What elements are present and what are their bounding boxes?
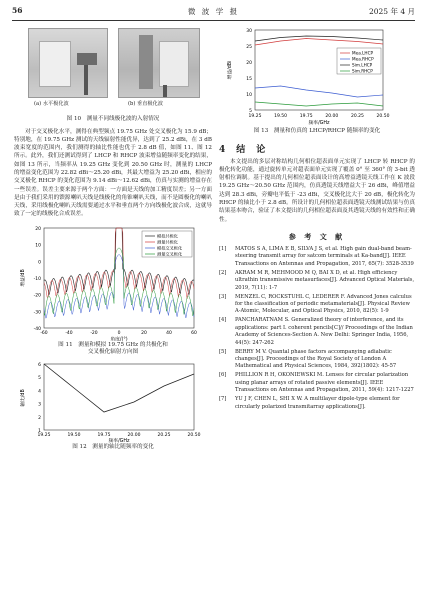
y-tick-label: 10: [35, 243, 41, 249]
legend-label: 测量交叉极化: [157, 251, 183, 257]
absorber-wall: [139, 35, 153, 89]
y-tick-label: -30: [33, 310, 41, 316]
right-column: [219, 24, 415, 413]
y-axis-label: 轴比/dB: [21, 388, 26, 407]
reference-text: PHILLION R H, OKONIEWSKI M. Lenses for circular polarization using planar arrays of rotated passive elements[J]. IEEE Transactions on Antennas and Propagation, 2011, 59(4): 1217-1227: [235, 372, 414, 394]
y-tick-label: 1: [38, 428, 41, 434]
reference-text: MATOS S A, LIMA E B, SILVA J S, et al. High gain dual-band beam-steering transmit array for satcom terminals at Ka-band[J]. IEEE Transactions on Antennas and Propagation, 2017, 65(7): 3528-3539: [235, 245, 414, 267]
legend: [142, 231, 192, 258]
x-tick-label: 20.25: [350, 114, 364, 119]
section-4-title: 4 结 论: [219, 144, 267, 155]
x-tick-label: 19.50: [274, 114, 288, 119]
reference-text: BERRY M V. Quantal phase factors accompanying adiabatic changes[J]. Proceedings of the Royal Society of London A Mathematical and Physical Sciences, 1984, 392(1802): 45-57: [235, 348, 397, 370]
figure-10a-photo: [28, 28, 108, 98]
y-ticks: [38, 362, 41, 434]
y-tick-label: 3: [38, 402, 41, 408]
reference-number: [2]: [219, 269, 227, 276]
figure-12-caption: 图 12 测量的轴比随频率的变化: [72, 443, 154, 450]
reference-list: [219, 246, 415, 411]
horn-antenna: [77, 53, 97, 65]
journal-name: 微 波 学 报: [187, 7, 240, 16]
reference-number: [5]: [219, 348, 227, 355]
antenna-stand: [163, 85, 167, 97]
y-axis-label: 增益/dB: [21, 268, 26, 287]
x-tick-label: 19.75: [97, 432, 111, 438]
figure-10b-photo: [118, 28, 200, 98]
x-tick-label: 0: [117, 330, 121, 336]
y-tick-label: 5: [38, 375, 41, 381]
reference-number: [4]: [219, 317, 227, 324]
reference-number: [7]: [219, 396, 227, 403]
metasurface-panel: [39, 41, 71, 87]
y-tick-label: 6: [38, 362, 41, 368]
figure-13-caption: 图 13 测量和仿真的 LHCP/RHCP 随频率的变化: [253, 128, 381, 134]
figure-13-chart: [219, 24, 415, 128]
reference-item: [219, 349, 415, 371]
figure-10-caption: 图 10 测量不同线极化波的入射情况: [66, 116, 160, 122]
reference-number: [6]: [219, 372, 227, 379]
conclusion-paragraph: 本文提出的多层对称结构几何相位超表面单元实现了 LHCP 转 RHCP 的极化转化功能，通过旋转单元对超表面单元实现了覆盖 0° 至 360° 的 3-bit 透射相位调制。基于提出的几何相位超表面设计的高增益透镜天线工作在 K 波段 19.25 GHz～20.50 GHz 范围内，仿真透镜天线增益大于 26 dBi，峰值增益达到 28.3 dBi，旁瓣电平低于 -23 dBi，交叉极化比大于 20 dB，极化转化为 RHCP 的轴比小于 2.8 dB。所设计的几何相位超表面透镜天线测试结果与仿真结果基本吻合，验证了本文提出的几何相位超表面及其透镜天线的有效性和正确性。: [219, 158, 415, 223]
y-tick-label: -20: [33, 293, 41, 299]
y-tick-label: 20: [246, 61, 252, 66]
y-axis-label: 增益/dBi: [228, 60, 233, 80]
y-tick-label: -10: [33, 276, 41, 282]
reference-item: [219, 396, 415, 411]
x-tick-label: 20.50: [376, 114, 390, 119]
figure-12-chart: [14, 360, 212, 444]
metasurface-panel: [159, 41, 189, 87]
reference-text: YU J F, CHEN L, SHI X W. A multilayer dipole-type element for circularly polarized transmitarray applications[J].: [235, 396, 400, 410]
figure-11-caption-line2: 交叉极化辐射方向图: [87, 349, 139, 356]
legend-label: Mea.RHCP: [352, 56, 374, 62]
reference-item: [219, 246, 415, 268]
y-tick-label: 5: [249, 109, 252, 114]
legend-label: Sim.LHCP: [352, 62, 373, 68]
reference-text: MENZEL C, ROCKSTUHL C, LEDERER F. Advanced Jones calculus for the classification of periodic metamaterials[J]. Physical Review A-Atomic, Molecular, and Optical Physics, 2010, 82(5): 1-9: [235, 293, 412, 315]
reference-text: AKRAM M R, MEHMOOD M Q, BAI X D, et al. High efficiency ultrathin transmissive metasurfaces[J]. Advanced Optical Materials, 2019, 7(11): 1-7: [235, 269, 415, 291]
x-tick-label: 19.25: [37, 432, 51, 438]
antenna-stand: [84, 65, 88, 95]
reference-text: PANCHARATNAM S. Generalized theory of interference, and its applications: part I. coherent pencils[C]// Proceedings of the Indian Academy of Sciences-Section A. New Delhi: Springer India, 1956, 44(5): 247-262: [235, 317, 413, 346]
issue-date: 2025 年 4 月: [368, 7, 415, 16]
reference-item: [219, 372, 415, 394]
x-axis-label: 频率/GHz: [108, 438, 130, 444]
x-tick-label: -60: [40, 330, 48, 336]
x-tick-label: 19.75: [299, 114, 313, 119]
y-ticks: [34, 226, 41, 332]
figure-10a-label: (a) 水平极化波: [34, 101, 69, 107]
y-tick-label: 25: [246, 45, 252, 50]
x-ticks: [40, 330, 197, 336]
y-tick-label: -40: [33, 326, 41, 332]
x-tick-label: 19.25: [248, 114, 262, 119]
figure-11-chart: [14, 222, 212, 342]
x-ticks: [38, 432, 201, 438]
legend-label: Sim.RHCP: [352, 68, 373, 74]
y-tick-label: 15: [246, 77, 252, 82]
left-column: [14, 24, 212, 451]
x-tick-label: -40: [65, 330, 73, 336]
page-header: [12, 6, 415, 18]
body-paragraph: 对于交叉极化水平，测得在典型频点 19.75 GHz 处交叉极化为 15.9 dB；特别地，在 19.75 GHz 测试的天线辐射性能优异，达到了 25.2 dBi，在 3 dB 波束宽度的范围内，我们测得的轴比性能也优于 2.8 dB 值，如图 11、图 12 所示。此外，我们还测试得到了 LHCP 和 RHCP 波束增益随频率变化的结果，如图 13 所示，当频率从 19.25 GHz 变化到 20.50 GHz 时，测量的 LHCP 的增益变化范围为 22.82 dBi～25.20 dBi，其最大增益为 25.20 dBi，相应的交叉极化 RHCP 的变化范围为 9.14 dBi～12.62 dBi，仿真与实测的增益存在一些误差。误差主要来源于两个方面：一方面是天线的加工精度误差；另一方面是由于我们采用的馈源喇叭天线是线极化的角锥喇叭天线，而不是圆极化的喇叭天线，采用线极化喇叭天线需要通过水平和垂直两个方向线极化波合成，这就导致了一定的线极化合成误差。: [14, 128, 212, 218]
figure-11-caption-line1: 图 11 测量和模拟 19.75 GHz 的共极化和: [58, 341, 168, 348]
reference-number: [1]: [219, 245, 227, 252]
page-number: 56: [12, 6, 23, 15]
legend-label: 测量共极化: [157, 239, 178, 245]
x-tick-label: 19.50: [67, 432, 81, 438]
x-axis-label: 角度/(°): [110, 337, 128, 342]
y-tick-label: 10: [246, 93, 252, 98]
x-tick-label: 40: [166, 330, 172, 336]
x-tick-label: 20.25: [157, 432, 171, 438]
figure-11-caption: [14, 342, 212, 357]
x-axis-label: 频率/GHz: [308, 121, 330, 126]
x-tick-label: 20.00: [325, 114, 339, 119]
plot-area: [44, 364, 194, 430]
figure-10: [14, 24, 212, 116]
y-tick-label: 20: [35, 226, 41, 232]
y-ticks: [246, 28, 252, 114]
reference-item: [219, 317, 415, 347]
legend-label: 模拟交叉极化: [157, 245, 183, 251]
y-tick-label: 4: [38, 389, 41, 395]
legend-label: Mea.LHCP: [352, 50, 374, 56]
y-tick-label: 2: [38, 415, 41, 421]
references-heading: 参 考 文 献: [288, 231, 346, 241]
legend-label: 模拟共极化: [157, 233, 178, 239]
x-tick-label: 60: [191, 330, 197, 336]
legend: [337, 48, 381, 74]
header-rule: [12, 20, 415, 21]
y-tick-label: 30: [246, 29, 252, 34]
reference-number: [3]: [219, 293, 227, 300]
x-ticks: [249, 113, 390, 119]
x-tick-label: 20.50: [187, 432, 201, 438]
x-tick-label: -20: [90, 330, 98, 336]
reference-item: [219, 294, 415, 316]
x-tick-label: 20: [141, 330, 147, 336]
y-tick-label: 0: [38, 260, 41, 266]
reference-item: [219, 270, 415, 292]
x-tick-label: 20.00: [127, 432, 141, 438]
figure-10b-label: (b) 垂直极化波: [128, 101, 163, 107]
